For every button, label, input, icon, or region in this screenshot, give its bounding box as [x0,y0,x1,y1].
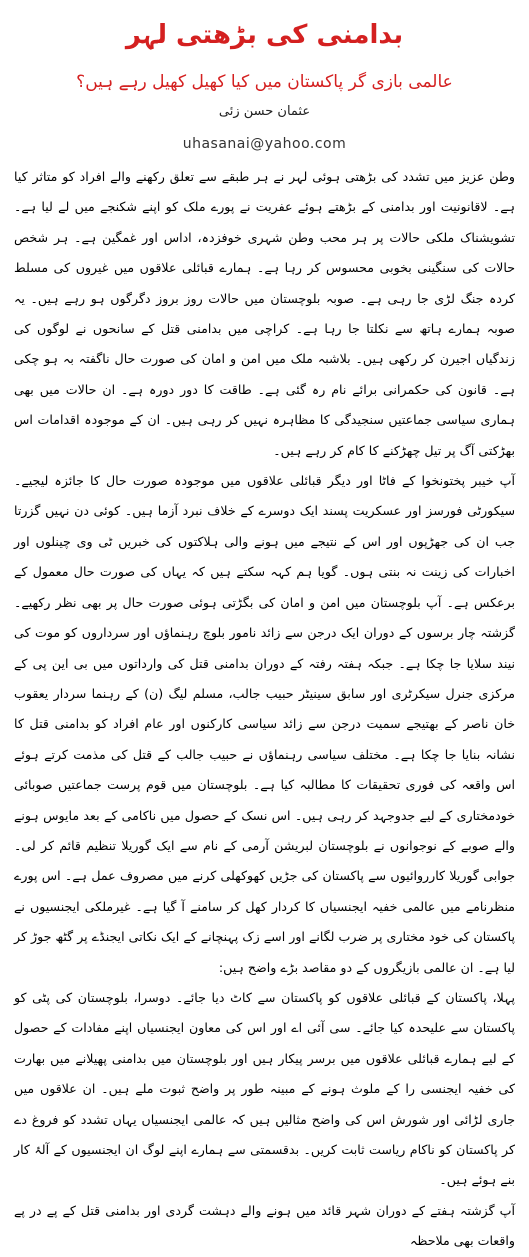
article-title: بدامنی کی بڑھتی لہر [125,20,404,50]
article-body [14,162,515,1257]
article-paragraph: آپ گزشتہ ہفتے کے دوران شہر قائد میں ہونے والے دہشت گردی اور بدامنی قتل کے پے در پے واقعات بھی ملاحظہ [14,1202,515,1249]
article-author: عثمان حسن زئی [218,104,311,119]
article-paragraph: وطن عزیز میں تشدد کی بڑھتی ہوئی لہر نے ہر طبقے سے تعلق رکھنے والے افراد کو متاثر کیا ہے۔ لاقانونیت اور بدامنی کے بڑھتے ہوئے عفریت نے پورے ملک کو اپنے شکنجے میں لے لیا ہے۔ تشویشناک ملکی حالات پر ہر محب وطن شہری خوفزدہ، اداس اور غمگین ہے۔ ہر شخص حالات کی سنگینی بخوبی محسوس کر رہا ہے۔ ہمارے قبائلی علاقوں میں غیروں کی مسلط کردہ جنگ لڑی جا رہی ہے۔ صوبہ بلوچستان میں حالات روز بروز دگرگوں ہو رہے ہیں۔ یہ صوبہ ہمارے ہاتھ سے نکلتا جا رہا ہے۔ کراچی میں بدامنی قتل کے سانحوں نے لوگوں کی زندگیاں اجیرن کر رکھی ہیں۔ بلاشبہ ملک میں امن و امان کی صورت حال ناگفتہ بہ ہو چکی ہے۔ قانون کی حکمرانی برائے نام رہ گئی ہے۔ طاقت کا دور دورہ ہے۔ ان حالات میں بھی ہماری سیاسی جماعتیں سنجیدگی کا مظاہرہ نہیں کر رہی ہیں۔ ان کے موجودہ اقدامات اس بھڑکتی آگ پر تیل چھڑکنے کا کام کر رہے ہیں۔ [14,169,515,458]
article-paragraph: پہلا، پاکستان کے قبائلی علاقوں کو پاکستان سے کاٹ دیا جائے۔ دوسرا، بلوچستان کی پٹی کو پاکستان سے علیحدہ کیا جائے۔ سی آئی اے اور اس کی معاون ایجنسیاں اپنے مفادات کے حصول کے لیے ہمارے قبائلی علاقوں میں برسر پیکار ہیں اور بلوچستان میں بدامنی پھیلانے میں بھارت کی خفیہ ایجنسی را کے ملوث ہونے کے مبینہ طور پر واضح ثبوت ملے ہیں۔ ان علاقوں میں جاری لڑائی اور شورش اس کی واضح مثالیں ہیں کہ عالمی ایجنسیاں یہاں تشدد کو فروغ دے کر پاکستان کو ناکام ریاست ثابت کریں۔ بدقسمتی سے ہمارے اپنے لوگ ان ایجنسیوں کے آلۂ کار بنے ہوئے ہیں۔ [14,989,515,1188]
article-paragraph: آپ خیبر پختونخوا کے فاٹا اور دیگر قبائلی علاقوں میں موجودہ صورت حال کا جائزہ لیجیے۔ سیکورٹی فورسز اور عسکریت پسند ایک دوسرے کے خلاف نبرد آزما ہیں۔ کوئی دن نہیں گزرتا جب ان کی جھڑپوں اور اس کے نتیجے میں ہونے والی ہلاکتوں کی خبریں ٹی وی چینلوں اور اخبارات کی زینت نہ بنتی ہوں۔ گویا ہم کہہ سکتے ہیں کہ یہاں کی صورت حال معمول کے برعکس ہے۔ آپ بلوچستان میں امن و امان کی بگڑتی ہوئی صورت حال پر بھی نظر رکھیے۔ گزشتہ چار برسوں کے دوران ایک درجن سے زائد نامور بلوچ رہنماؤں اور سرداروں کو موت کی نیند سلایا جا چکا ہے۔ جبکہ ہفتہ رفتہ کے دوران بدامنی قتل کی وارداتوں میں بی این پی کے مرکزی جنرل سیکرٹری اور سابق سینیٹر حبیب جالب، مسلم لیگ (ن) کے رہنما سردار یعقوب خان ناصر کے بھتیجے سمیت درجن سے زائد سیاسی کارکنوں اور عام افراد کو بدامنی قتل کا نشانہ بنایا جا چکا ہے۔ مختلف سیاسی رہنماؤں نے حبیب جالب کے قتل کی مذمت کرتے ہوئے اس واقعہ کی فوری تحقیقات کا مطالبہ کیا ہے۔ بلوچستان میں قوم پرست جماعتیں صوبائی خودمختاری کے لیے جدوجہد کر رہی ہیں۔ اس نسک کے حصول میں ناکامی کے بعد مایوس ہونے والے صوبے کے نوجوانوں نے بلوچستان لبریشن آرمی کے نام سے ایک گوریلا تنظیم قائم کر لی۔ جوابی گوریلا کارروائیوں سے پاکستان کی جڑیں کھوکھلی کرنے میں مصروف عمل ہے۔ اس پورے منظرنامے میں عالمی خفیہ ایجنسیاں کا کردار کھل کر سامنے آ گیا ہے۔ غیرملکی ایجنسیوں نے پاکستان کی خود مختاری پر ضرب لگانے اور اسے زک پہنچانے کے ایک نکاتی ایجنڈے پر گٹھ جوڑ کر لیا ہے۔ ان عالمی بازیگروں کے دو مقاصد بڑے واضح ہیں: [14,473,515,975]
author-email-link[interactable]: uhasanai@yahoo.com [182,136,347,152]
article-subtitle: عالمی بازی گر پاکستان میں کیا کھیل کھیل رہے ہیں؟ [76,72,453,92]
article-page [0,18,529,1249]
